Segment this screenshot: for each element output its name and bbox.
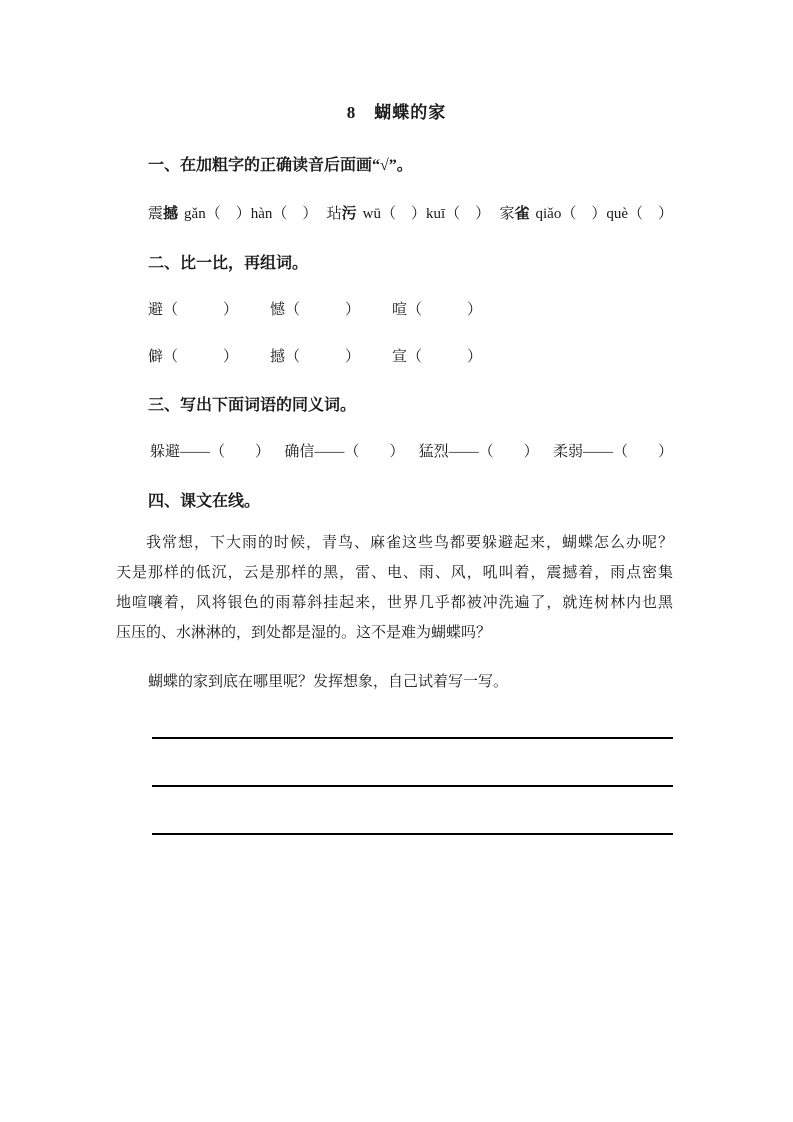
writing-line-2 (152, 785, 673, 787)
synonym-exercise-line (150, 440, 673, 461)
pinyin-item-zhenhan (148, 202, 317, 223)
pinyin-word-bold: 撼 (163, 206, 179, 222)
compare-item: 憾（ ） (270, 302, 361, 318)
pinyin-word-regular: 家 (499, 206, 515, 222)
passage-line: 天是那样的低沉，云是那样的黑，雷、电、雨、风，吼叫着，震撼着，雨点密集 (116, 565, 673, 581)
compare-item: 避（ ） (148, 302, 239, 318)
section-2-heading: 二、比一比，再组词。 (148, 255, 309, 272)
compare-item: 喧（ ） (392, 302, 483, 318)
pinyin-item-dianwu (327, 202, 491, 223)
pinyin-item-jiaqiao (499, 202, 673, 223)
pinyin-readings: qiǎo（ ）què（ ） (535, 206, 673, 222)
pinyin-exercise-line (148, 202, 673, 223)
pinyin-readings: gǎn（ ）hàn（ ） (184, 206, 318, 222)
pinyin-word-regular: 玷 (326, 206, 342, 222)
synonym-item: 柔弱——（ ） (552, 444, 673, 460)
pinyin-word-bold: 雀 (514, 206, 530, 222)
writing-line-3 (152, 833, 673, 835)
passage-line: 地喧嚷着，风将银色的雨幕斜挂起来，世界几乎都被冲洗遍了，就连树林内也黑 (116, 595, 673, 611)
section-1-heading: 一、在加粗字的正确读音后面画“√”。 (148, 157, 413, 174)
pinyin-word-bold: 污 (341, 206, 357, 222)
writing-line-1 (152, 737, 673, 739)
writing-prompt: 蝴蝶的家到底在哪里呢？发挥想象，自己试着写一写。 (148, 674, 509, 690)
section-4-heading: 四、课文在线。 (148, 493, 261, 510)
compare-row-1 (148, 298, 482, 319)
section-3-heading: 三、写出下面词语的同义词。 (148, 397, 357, 414)
reading-passage (116, 528, 673, 648)
compare-row-2 (148, 345, 482, 366)
compare-item: 撼（ ） (270, 349, 361, 365)
synonym-item: 确信——（ ） (284, 444, 405, 460)
passage-line: 压压的、水淋淋的，到处都是湿的。这不是难为蝴蝶吗？ (116, 625, 492, 641)
pinyin-readings: wū（ ）kuī（ ） (362, 206, 491, 222)
compare-item: 宣（ ） (392, 349, 483, 365)
page-title: 8 蝴蝶的家 (346, 103, 447, 122)
synonym-item: 躲避——（ ） (150, 444, 271, 460)
pinyin-word-regular: 震 (148, 206, 164, 222)
compare-item: 僻（ ） (148, 349, 239, 365)
synonym-item: 猛烈——（ ） (418, 444, 539, 460)
passage-line: 我常想，下大雨的时候，青鸟、麻雀这些鸟都要躲避起来，蝴蝶怎么办呢？ (146, 535, 673, 551)
